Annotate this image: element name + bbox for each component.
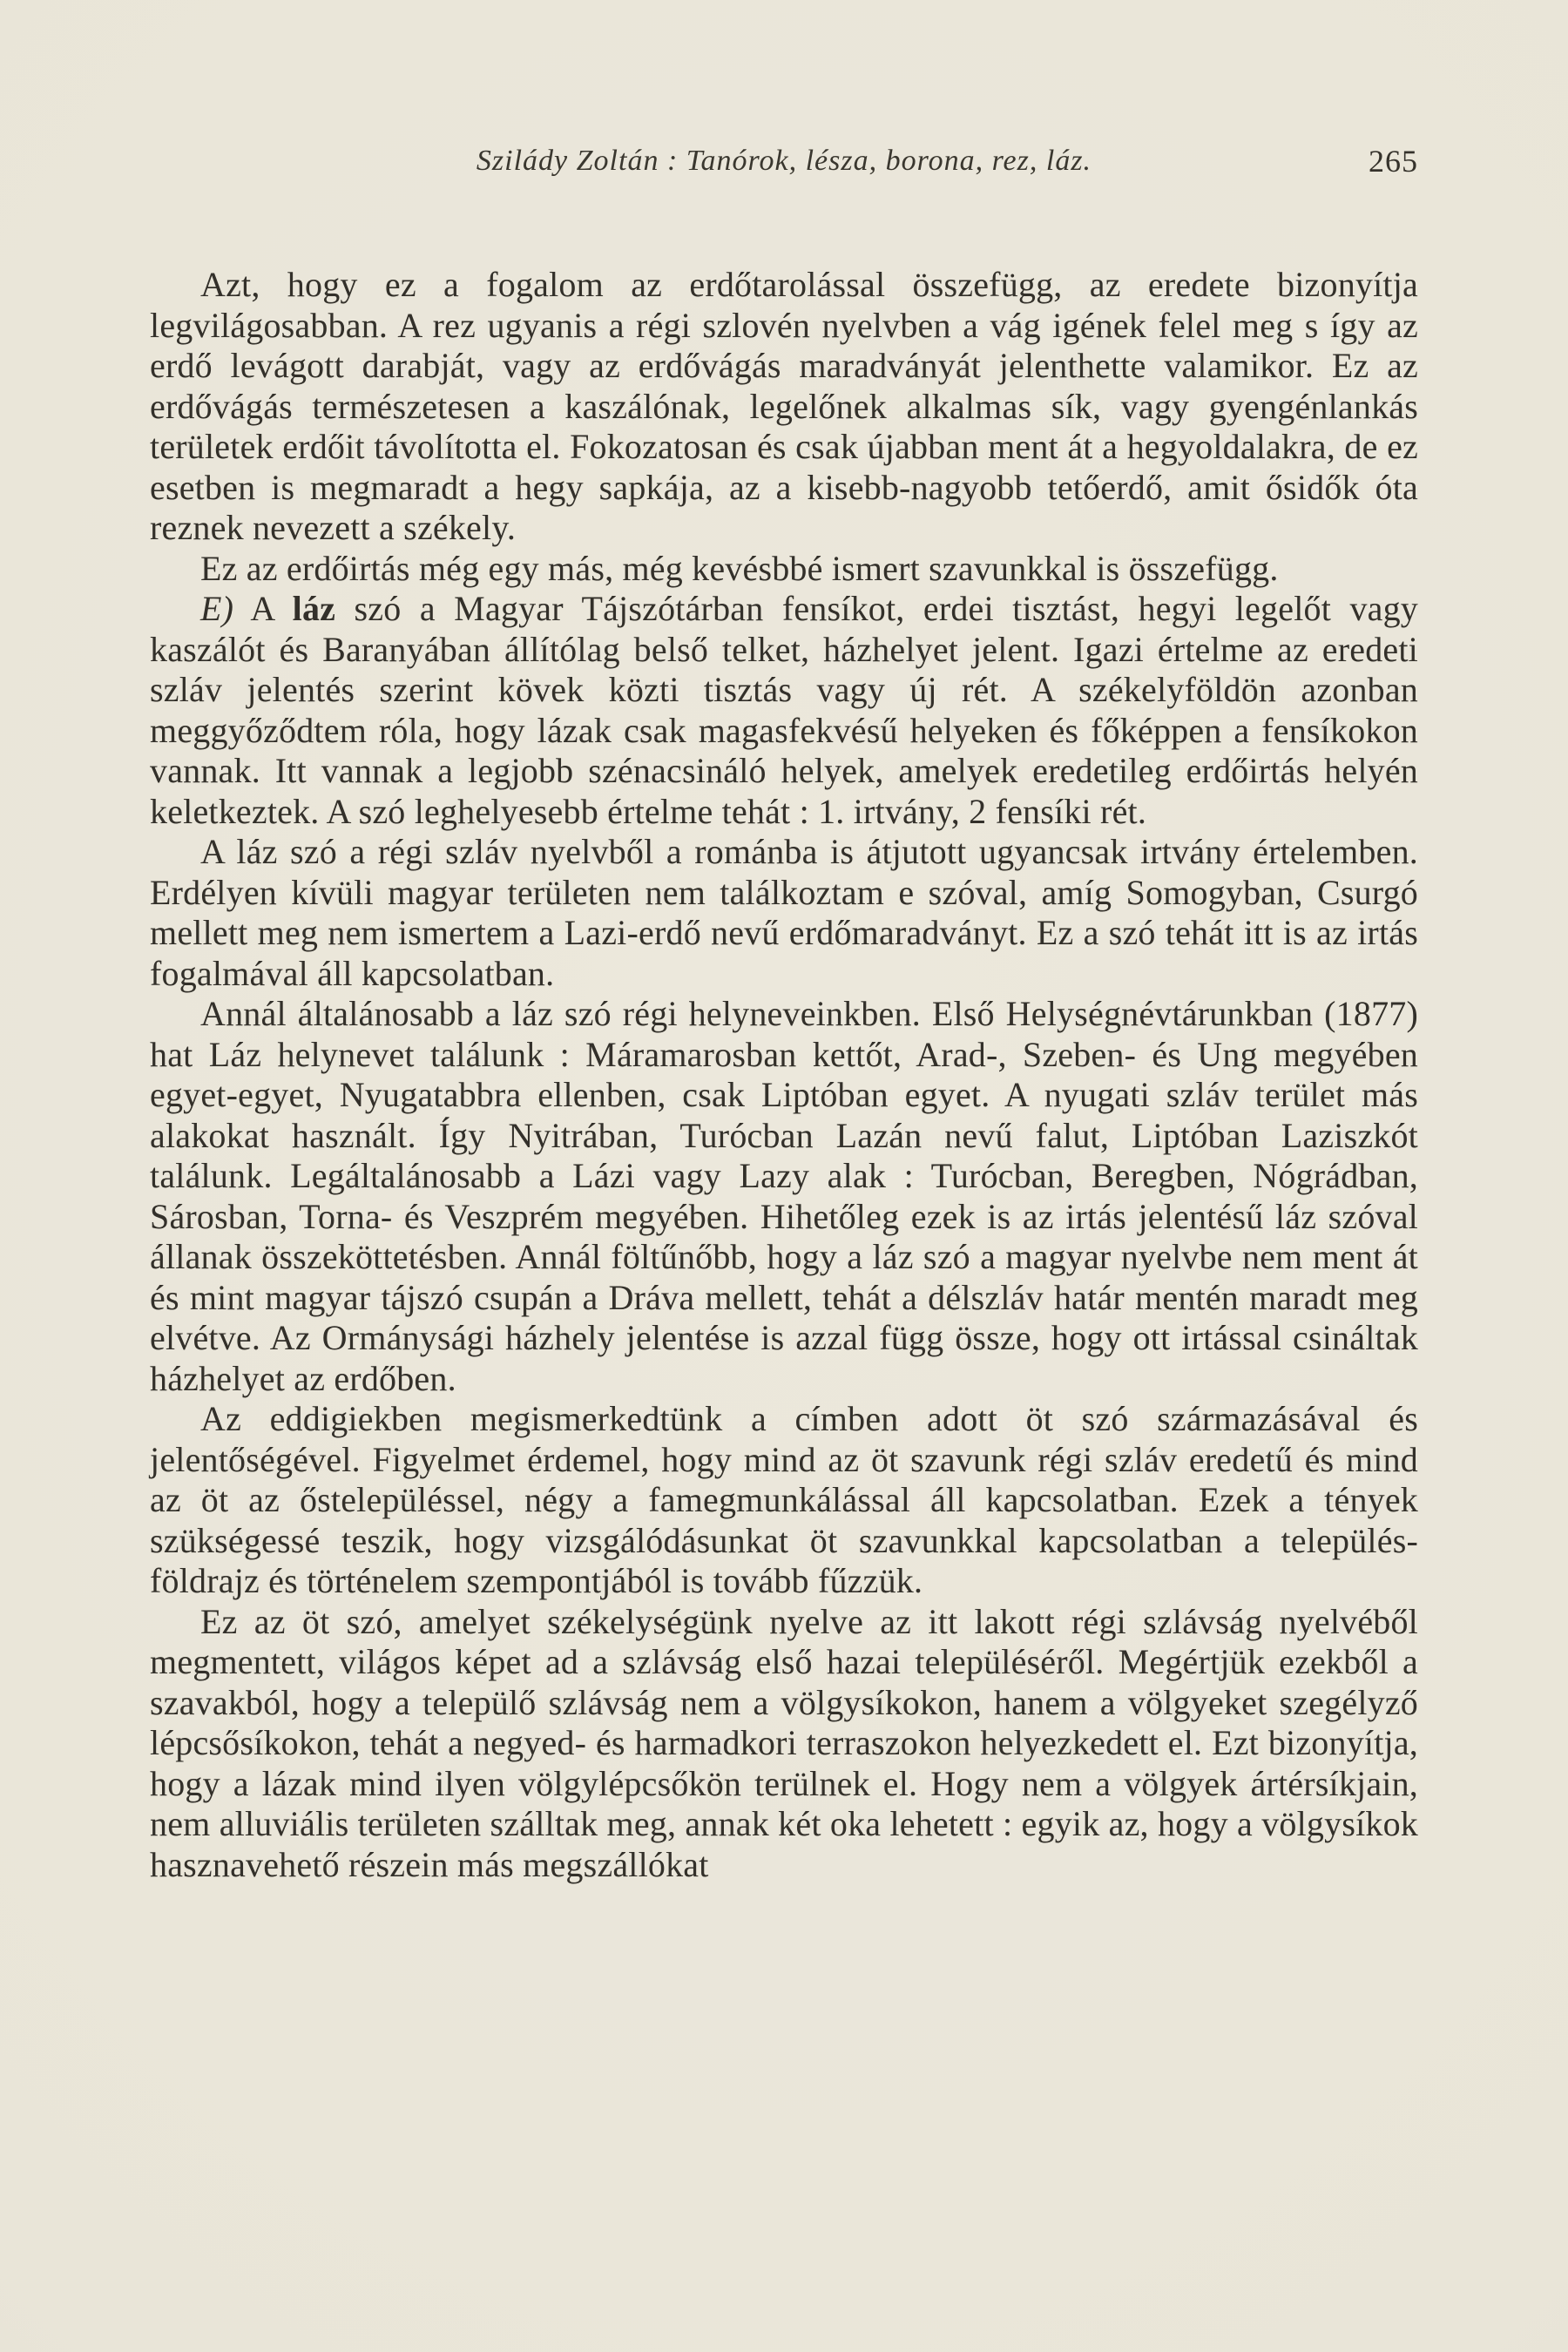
text-run: láz bbox=[292, 589, 336, 628]
paragraph bbox=[150, 832, 1418, 994]
text-run: szó a Magyar Tájszótárban fensíkot, erdei tisztást, hegyi legelőt vagy kaszálót és Baranyában állítólag belső telket, házhelyet jelent. Igazi értelme az eredeti szláv jelentés szerint kövek közti tisztás vagy új rét. A székelyföldön azonban meggyőződtem róla, hogy lázak csak magasfekvésű helyeken és főképpen a fensíkokon vannak. Itt vannak a legjobb szénacsináló helyek, amelyek eredetileg erdőirtás helyén keletkeztek. A szó leghelyesebb értelme tehát : 1. irtvány, 2 fensíki rét. bbox=[150, 589, 1418, 831]
running-header bbox=[150, 141, 1418, 181]
paragraph bbox=[150, 549, 1418, 590]
paragraph bbox=[150, 1399, 1418, 1602]
paragraph bbox=[150, 589, 1418, 832]
text-run: E) bbox=[200, 589, 234, 628]
paragraph bbox=[150, 265, 1418, 549]
body-text bbox=[150, 265, 1418, 1885]
text-run: Annál általánosabb a láz szó régi helyneveinkben. Első Helységnévtárunkban (1877) hat Láz helynevet találunk : Máramarosban kettőt, Arad-, Szeben- és Ung megyében egyet-egyet, Nyugatabbra ellenben, csak Liptóban egyet. A nyugati szláv terület más alakokat használt. Így Nyitrában, Turócban Lazán nevű falut, Liptóban Laziszkót találunk. Legáltalánosabb a Lázi vagy Lazy alak : Turócban, Beregben, Nógrádban, Sárosban, Torna- és Veszprém megyében. Hihetőleg ezek is az irtás jelentésű láz szóval állanak összeköttetésben. Annál föltűnőbb, hogy a láz szó a magyar nyelvbe nem ment át és mint magyar tájszó csupán a Dráva mellett, tehát a délszláv határ mentén maradt meg elvétve. Az Ormánysági házhely jelentése is azzal függ össze, hogy ott irtással csináltak házhelyet az erdőben. bbox=[150, 994, 1418, 1398]
paragraph bbox=[150, 1602, 1418, 1886]
page-number: 265 bbox=[1369, 144, 1418, 179]
running-title: Szilády Zoltán : Tanórok, lésza, borona, rez, láz. bbox=[476, 145, 1092, 177]
text-run: Azt, hogy ez a fogalom az erdőtarolással összefügg, az eredete bizonyítja legvilágosabban. A rez ugyanis a régi szlovén nyelvben a vág igének felel meg s így az erdő levágott darabját, vagy az erdővágás maradványát jelenthette valamikor. Ez az erdővágás természetesen a kaszálónak, legelőnek alkalmas sík, vagy gyengénlankás területek erdőit távolította el. Fokozatosan és csak újabban ment át a hegyoldalakra, de ez esetben is megmaradt a hegy sapkája, az a kisebb-nagyobb tetőerdő, amit ősidők óta reznek nevezett a székely. bbox=[150, 265, 1418, 547]
text-run: Ez az erdőirtás még egy más, még kevésbbé ismert szavunkkal is összefügg. bbox=[200, 548, 1279, 588]
text-run: A láz szó a régi szláv nyelvből a románba is átjutott ugyancsak irtvány értelemben. Erdélyen kívüli magyar területen nem találkoztam e szóval, amíg Somogyban, Csurgó mellett meg nem ismertem a Lazi-erdő nevű erdőmaradványt. Ez a szó tehát itt is az irtás fogalmával áll kapcsolatban. bbox=[150, 832, 1418, 993]
text-run: A bbox=[233, 589, 293, 628]
text-run: Ez az öt szó, amelyet székelységünk nyelve az itt lakott régi szlávság nyelvéből megmentett, világos képet ad a szlávság első hazai településéről. Megértjük ezekből a szavakból, hogy a települő szlávság nem a völgysíkokon, hanem a völgyeket szegélyző lépcsősíkokon, tehát a negyed- és harmadkori terraszokon helyezkedett el. Ezt bizonyítja, hogy a lázak mind ilyen völgylépcsőkön terülnek el. Hogy nem a völgyek ártérsíkjain, nem alluviális területen szálltak meg, annak két oka lehetett : egyik az, hogy a völgysíkok hasznavehető részein más megszállókat bbox=[150, 1601, 1418, 1884]
paragraph bbox=[150, 994, 1418, 1399]
text-run: Az eddigiekben megismerkedtünk a címben adott öt szó származásával és jelentőségével. Figyelmet érdemel, hogy mind az öt szavunk régi szláv eredetű és mind az öt az őstelepüléssel, négy a famegmunkálással áll kapcsolatban. Ezek a tények szükségessé teszik, hogy vizsgálódásunkat öt szavunkkal kapcsolatban a település-földrajz és történelem szempontjából is tovább fűzzük. bbox=[150, 1399, 1418, 1600]
